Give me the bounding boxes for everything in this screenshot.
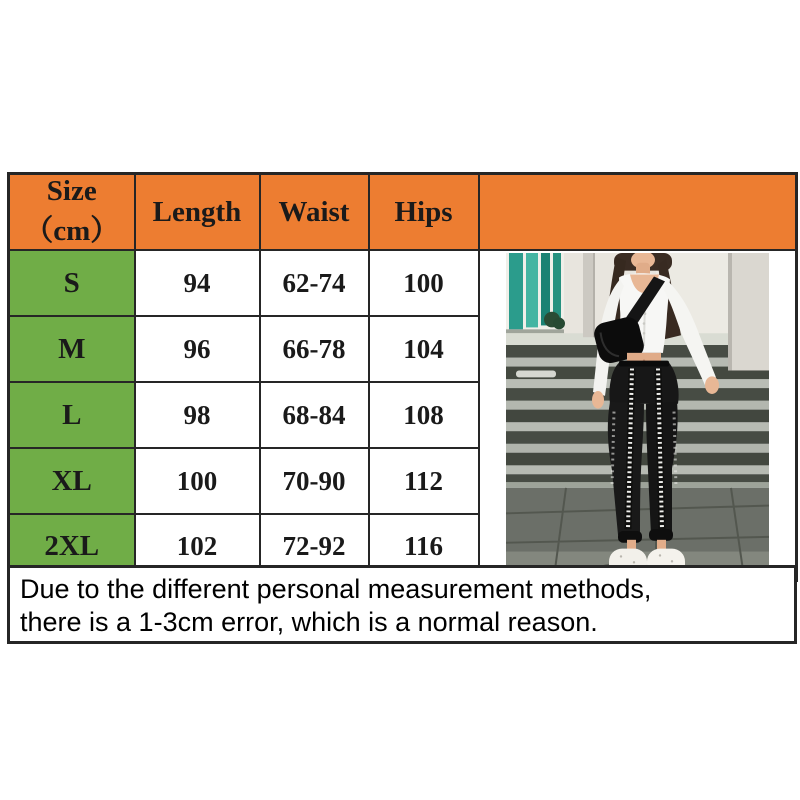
header-cell-waist: Waist (260, 174, 369, 251)
size-label: M (9, 316, 135, 382)
header-cell-photo-spacer (479, 174, 797, 251)
hips-value: 116 (369, 514, 479, 580)
note-line-1: Due to the different personal measurement methods, (20, 574, 652, 604)
size-label: XL (9, 448, 135, 514)
header-cell-hips: Hips (369, 174, 479, 251)
size-label: 2XL (9, 514, 135, 580)
model-photo-illustration (506, 253, 769, 577)
hips-value: 104 (369, 316, 479, 382)
waist-value: 70-90 (260, 448, 369, 514)
length-value: 102 (135, 514, 260, 580)
length-value: 98 (135, 382, 260, 448)
table-row (9, 250, 797, 316)
size-label: L (9, 382, 135, 448)
length-value: 100 (135, 448, 260, 514)
waist-value: 68-84 (260, 382, 369, 448)
header-row (9, 174, 797, 251)
right-pillar (728, 253, 769, 370)
note-line-2: there is a 1-3cm error, which is a normal reason. (20, 607, 598, 637)
size-chart-table (7, 172, 798, 582)
header-cell-length: Length (135, 174, 260, 251)
length-value: 96 (135, 316, 260, 382)
product-photo (479, 250, 797, 580)
length-value: 94 (135, 250, 260, 316)
left-pillar (583, 253, 595, 337)
glass-door (506, 253, 565, 333)
header-cell-size: Size（cm） (9, 174, 135, 251)
hips-value: 108 (369, 382, 479, 448)
waist-value: 66-78 (260, 316, 369, 382)
measurement-note (7, 565, 797, 644)
size-label: S (9, 250, 135, 316)
waist-value: 72-92 (260, 514, 369, 580)
waist-value: 62-74 (260, 250, 369, 316)
hips-value: 112 (369, 448, 479, 514)
hips-value: 100 (369, 250, 479, 316)
